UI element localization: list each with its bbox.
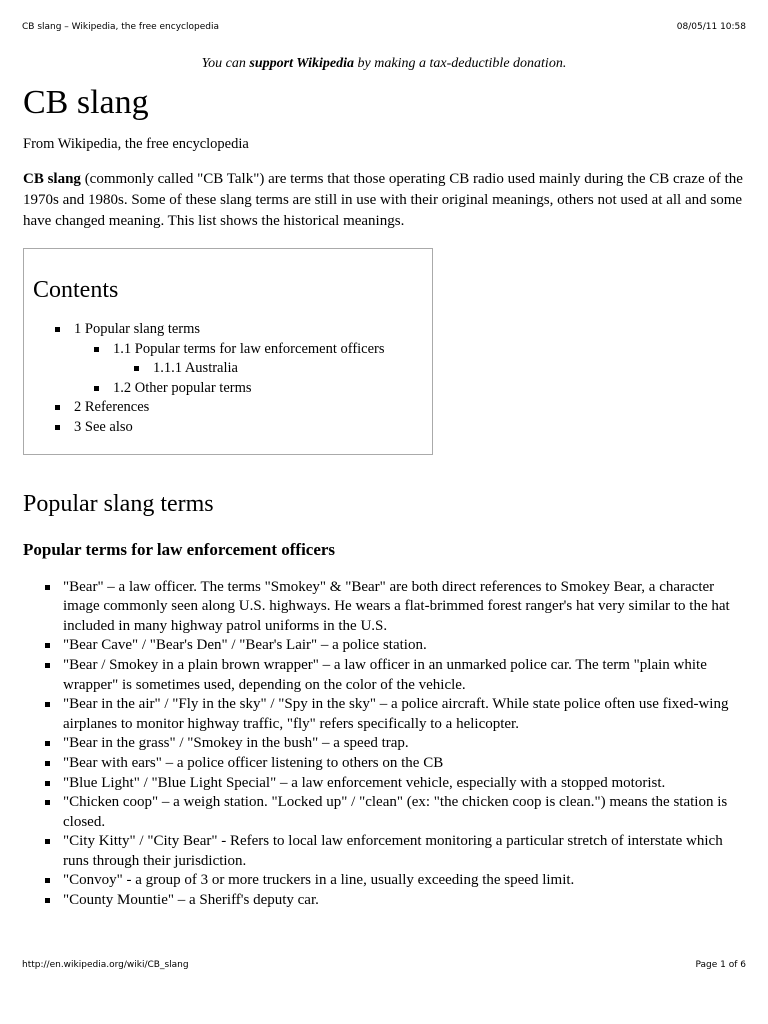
toc-item-references[interactable]: [33, 398, 423, 418]
toc-item-law-enforcement[interactable]: [33, 340, 423, 360]
term-text: "Bear with ears" – a police officer listening to others on the CB: [63, 754, 444, 771]
article-content: [23, 52, 745, 911]
term-text: "Blue Light" / "Blue Light Special" – a law enforcement vehicle, especially with a stopped motorist.: [63, 774, 666, 791]
term-text: "Convoy" - a group of 3 or more truckers in a line, usually exceeding the speed limit.: [63, 872, 575, 889]
toc-title: Contents: [33, 277, 119, 303]
list-item: [23, 636, 745, 656]
bullet-icon: [45, 702, 50, 707]
term-text: "Bear in the air" / "Fly in the sky" / "Spy in the sky" – a police aircraft. While state police often use fixed-wing airplanes to monitor highway traffic, "fly" refers specifically to a helicopter.: [63, 696, 729, 732]
toc-item-other-popular-terms[interactable]: [33, 379, 423, 399]
term-text: "County Mountie" – a Sheriff's deputy car.: [63, 892, 319, 909]
print-footer-page: Page 1 of 6: [695, 960, 746, 970]
print-header-title: CB slang – Wikipedia, the free encyclopedia: [22, 22, 219, 32]
bullet-icon: [45, 741, 50, 746]
bullet-icon: [45, 878, 50, 883]
print-header: [22, 22, 746, 36]
bullet-icon: [45, 643, 50, 648]
toc-item-popular-slang-terms[interactable]: [33, 320, 423, 340]
term-text: "Chicken coop" – a weigh station. "Locked up" / "clean" (ex: "the chicken coop is clean.") means the station is closed.: [63, 794, 728, 830]
toc-item-label[interactable]: 1.2 Other popular terms: [113, 379, 252, 396]
intro-bold-term: CB slang: [23, 171, 81, 187]
toc-item-label[interactable]: 3 See also: [74, 418, 133, 435]
subsection-heading-law-enforcement: Popular terms for law enforcement officers: [23, 539, 336, 559]
list-item: [23, 832, 745, 871]
bullet-icon: [55, 425, 60, 430]
term-text: "City Kitty" / "City Bear" - Refers to local law enforcement monitoring a particular stretch of interstate which runs through their jurisdiction.: [63, 833, 723, 869]
page-title: CB slang: [23, 84, 149, 121]
toc-item-see-also[interactable]: [33, 418, 423, 438]
list-item: [23, 734, 745, 754]
toc-item-label[interactable]: 2 References: [74, 399, 150, 416]
section-heading-popular-slang-terms: Popular slang terms: [23, 490, 214, 517]
term-text: "Bear / Smokey in a plain brown wrapper" – a law officer in an unmarked police car. The term "plain white wrapper" is sometimes used, depending on the color of the vehicle.: [63, 656, 707, 693]
bullet-icon: [94, 347, 99, 352]
bullet-icon: [55, 405, 60, 410]
bullet-icon: [45, 761, 50, 766]
list-item: [23, 754, 745, 774]
term-text: "Bear Cave" / "Bear's Den" / "Bear's Lair" – a police station.: [63, 637, 427, 654]
bullet-icon: [45, 839, 50, 844]
term-text: "Bear" – a law officer. The terms "Smokey" & "Bear" are both direct references to Smokey Bear, a character image commonly seen along U.S. highways. He wears a flat-brimmed forest ranger's hat very similar to the hat included in many highway patrol uniforms in the U.S.: [63, 578, 730, 634]
list-item: [23, 774, 745, 794]
bullet-icon: [45, 800, 50, 805]
term-text: "Bear in the grass" / "Smokey in the bush" – a speed trap.: [63, 735, 409, 752]
toc-list: [33, 320, 423, 438]
intro-paragraph: [23, 169, 745, 232]
bullet-icon: [55, 327, 60, 332]
toc-item-label[interactable]: 1 Popular slang terms: [74, 321, 201, 337]
bullet-icon: [45, 898, 50, 903]
list-item: [23, 578, 745, 637]
print-footer: [22, 960, 746, 974]
list-item: [23, 871, 745, 891]
bullet-icon: [45, 781, 50, 786]
site-notice: [23, 56, 745, 72]
bullet-icon: [45, 663, 50, 668]
bullet-icon: [94, 386, 99, 391]
terms-list: [23, 578, 745, 911]
list-item: [23, 793, 745, 832]
site-notice-prefix: You can: [201, 56, 250, 71]
print-footer-url: http://en.wikipedia.org/wiki/CB_slang: [22, 960, 189, 970]
bullet-icon: [134, 366, 139, 371]
list-item: [23, 891, 745, 911]
toc-item-label[interactable]: 1.1 Popular terms for law enforcement officers: [113, 340, 385, 357]
list-item: [23, 656, 745, 695]
toc-item-label[interactable]: 1.1.1 Australia: [153, 360, 238, 377]
print-header-timestamp: 08/05/11 10:58: [676, 22, 746, 32]
list-item: [23, 695, 745, 734]
intro-text: (commonly called "CB Talk") are terms that those operating CB radio used mainly during the CB craze of the 1970s and 1980s. Some of these slang terms are still in use with their original meanings, others not used at all and some have changed meaning. This list shows the historical meanings.: [23, 171, 743, 229]
support-wikipedia-link[interactable]: support Wikipedia: [249, 56, 355, 71]
table-of-contents: [23, 248, 433, 455]
site-notice-suffix: by making a tax-deductible donation.: [354, 56, 567, 71]
bullet-icon: [45, 585, 50, 590]
toc-item-australia[interactable]: [33, 359, 423, 379]
site-tagline: From Wikipedia, the free encyclopedia: [23, 136, 249, 152]
